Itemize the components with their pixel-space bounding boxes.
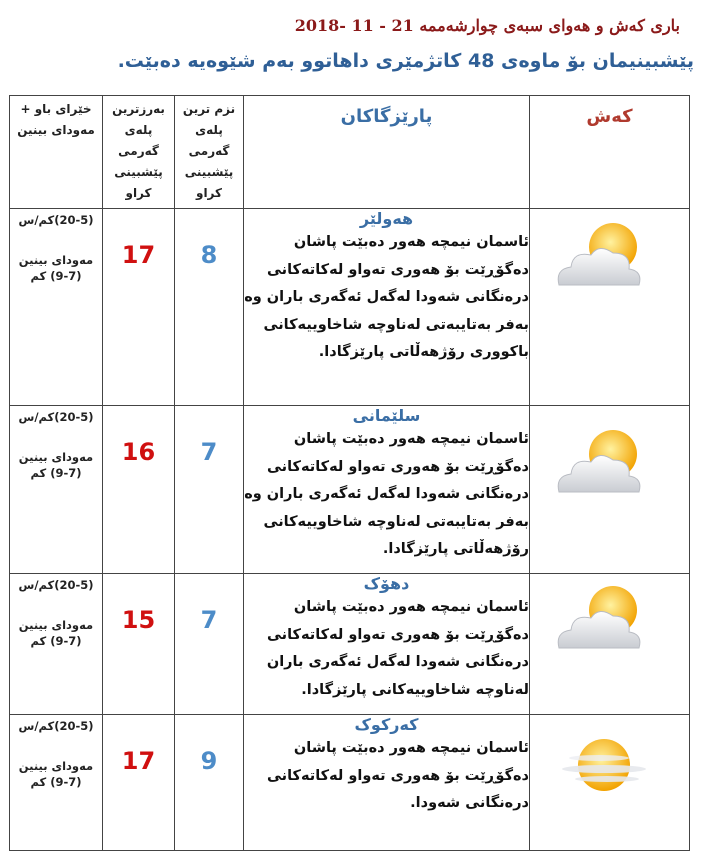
- wind-cell: [10, 715, 103, 851]
- max-temp: 17: [121, 241, 156, 269]
- partly-cloudy-icon: [551, 426, 661, 510]
- wind-cell: [10, 406, 103, 574]
- min-temp: 7: [200, 438, 218, 466]
- table-row: [10, 209, 690, 406]
- visibility-value: (9-7) کم: [30, 466, 82, 480]
- visibility-label: مەودای بینین: [18, 759, 94, 773]
- table-header-row: [10, 96, 690, 209]
- max-temp: 15: [121, 606, 156, 634]
- city-cell: [244, 574, 530, 715]
- header-max-temp: بەرزترین پلەی گەرمی پێشبینی کراو: [103, 96, 175, 209]
- header-min-temp: نزم ترین پلەی گەرمی پێشبینی کراو: [175, 96, 244, 209]
- wind-speed: (20-5)کم/س: [18, 213, 94, 227]
- wind-cell: [10, 574, 103, 715]
- visibility-label: مەودای بینین: [18, 618, 94, 632]
- partly-cloudy-icon: [551, 582, 661, 666]
- wind-cell: [10, 209, 103, 406]
- min-temp: 9: [200, 747, 218, 775]
- table-row: [10, 574, 690, 715]
- forecast-description: ئاسمان نیمچە هەور دەبێت پاشان دەگۆڕێت بۆ هەوری تەواو لەکاتەکانی درەنگانی شەودا لەگەل ئەگەری باران وە بەفر بەتایبەتی لەناوچە شاخاوییەکانی باکووری رۆژهەڵاتی پارێزگادا.: [244, 234, 529, 360]
- page-subtitle: پێشبینیمان بۆ ماوەی 48 کاتژمێری داهاتوو بەم شێوەیە دەبێت.: [117, 50, 694, 72]
- partly-cloudy-icon: [551, 219, 661, 303]
- city-cell: [244, 715, 530, 851]
- city-name: هەولێر: [359, 209, 414, 228]
- max-temp: 17: [121, 747, 156, 775]
- visibility-label: مەودای بینین: [18, 450, 94, 464]
- page-title: باری کەش و هەوای سبەی چوارشەممە 21 - 11 -2018: [294, 16, 680, 35]
- header-provinces: پارێزگاکان: [244, 96, 530, 209]
- table-row: [10, 715, 690, 851]
- forecast-table: [9, 95, 690, 851]
- wind-speed: (20-5)کم/س: [18, 578, 94, 592]
- max-temp: 16: [121, 438, 156, 466]
- city-cell: [244, 209, 530, 406]
- header-wind: خێرای باو + مەودای بینین: [10, 96, 103, 209]
- min-temp: 7: [200, 606, 218, 634]
- min-temp: 8: [200, 241, 218, 269]
- visibility-value: (9-7) کم: [30, 775, 82, 789]
- wind-speed: (20-5)کم/س: [18, 410, 94, 424]
- city-name: کەرکوک: [354, 715, 419, 734]
- forecast-description: ئاسمان نیمچە هەور دەبێت پاشان دەگۆڕێت بۆ هەوری تەواو لەکاتەکانی درەنگانی شەودا لەگەل ئەگەری باران لەناوچە شاخاوییەکانی پارێزگادا.: [266, 599, 529, 698]
- wind-speed: (20-5)کم/س: [18, 719, 94, 733]
- forecast-description: ئاسمان نیمچە هەور دەبێت پاشان دەگۆڕێت بۆ هەوری تەواو لەکاتەکانی درەنگانی شەودا لەگەل ئەگەری باران وە بەفر بەتایبەتی لەناوچە شاخاوییەکانی رۆژهەڵاتی پارێزگادا.: [244, 431, 529, 557]
- forecast-description: ئاسمان نیمچە هەور دەبێت پاشان دەگۆڕێت بۆ هەوری تەواو لەکاتەکانی درەنگانی شەودا.: [267, 740, 529, 811]
- hazy-sun-icon: [559, 725, 649, 809]
- visibility-value: (9-7) کم: [30, 269, 82, 283]
- header-weather: کەش: [530, 96, 690, 209]
- city-name: سلێمانی: [352, 406, 421, 425]
- city-cell: [244, 406, 530, 574]
- visibility-value: (9-7) کم: [30, 634, 82, 648]
- visibility-label: مەودای بینین: [18, 253, 94, 267]
- table-row: [10, 406, 690, 574]
- city-name: دهۆک: [363, 574, 410, 593]
